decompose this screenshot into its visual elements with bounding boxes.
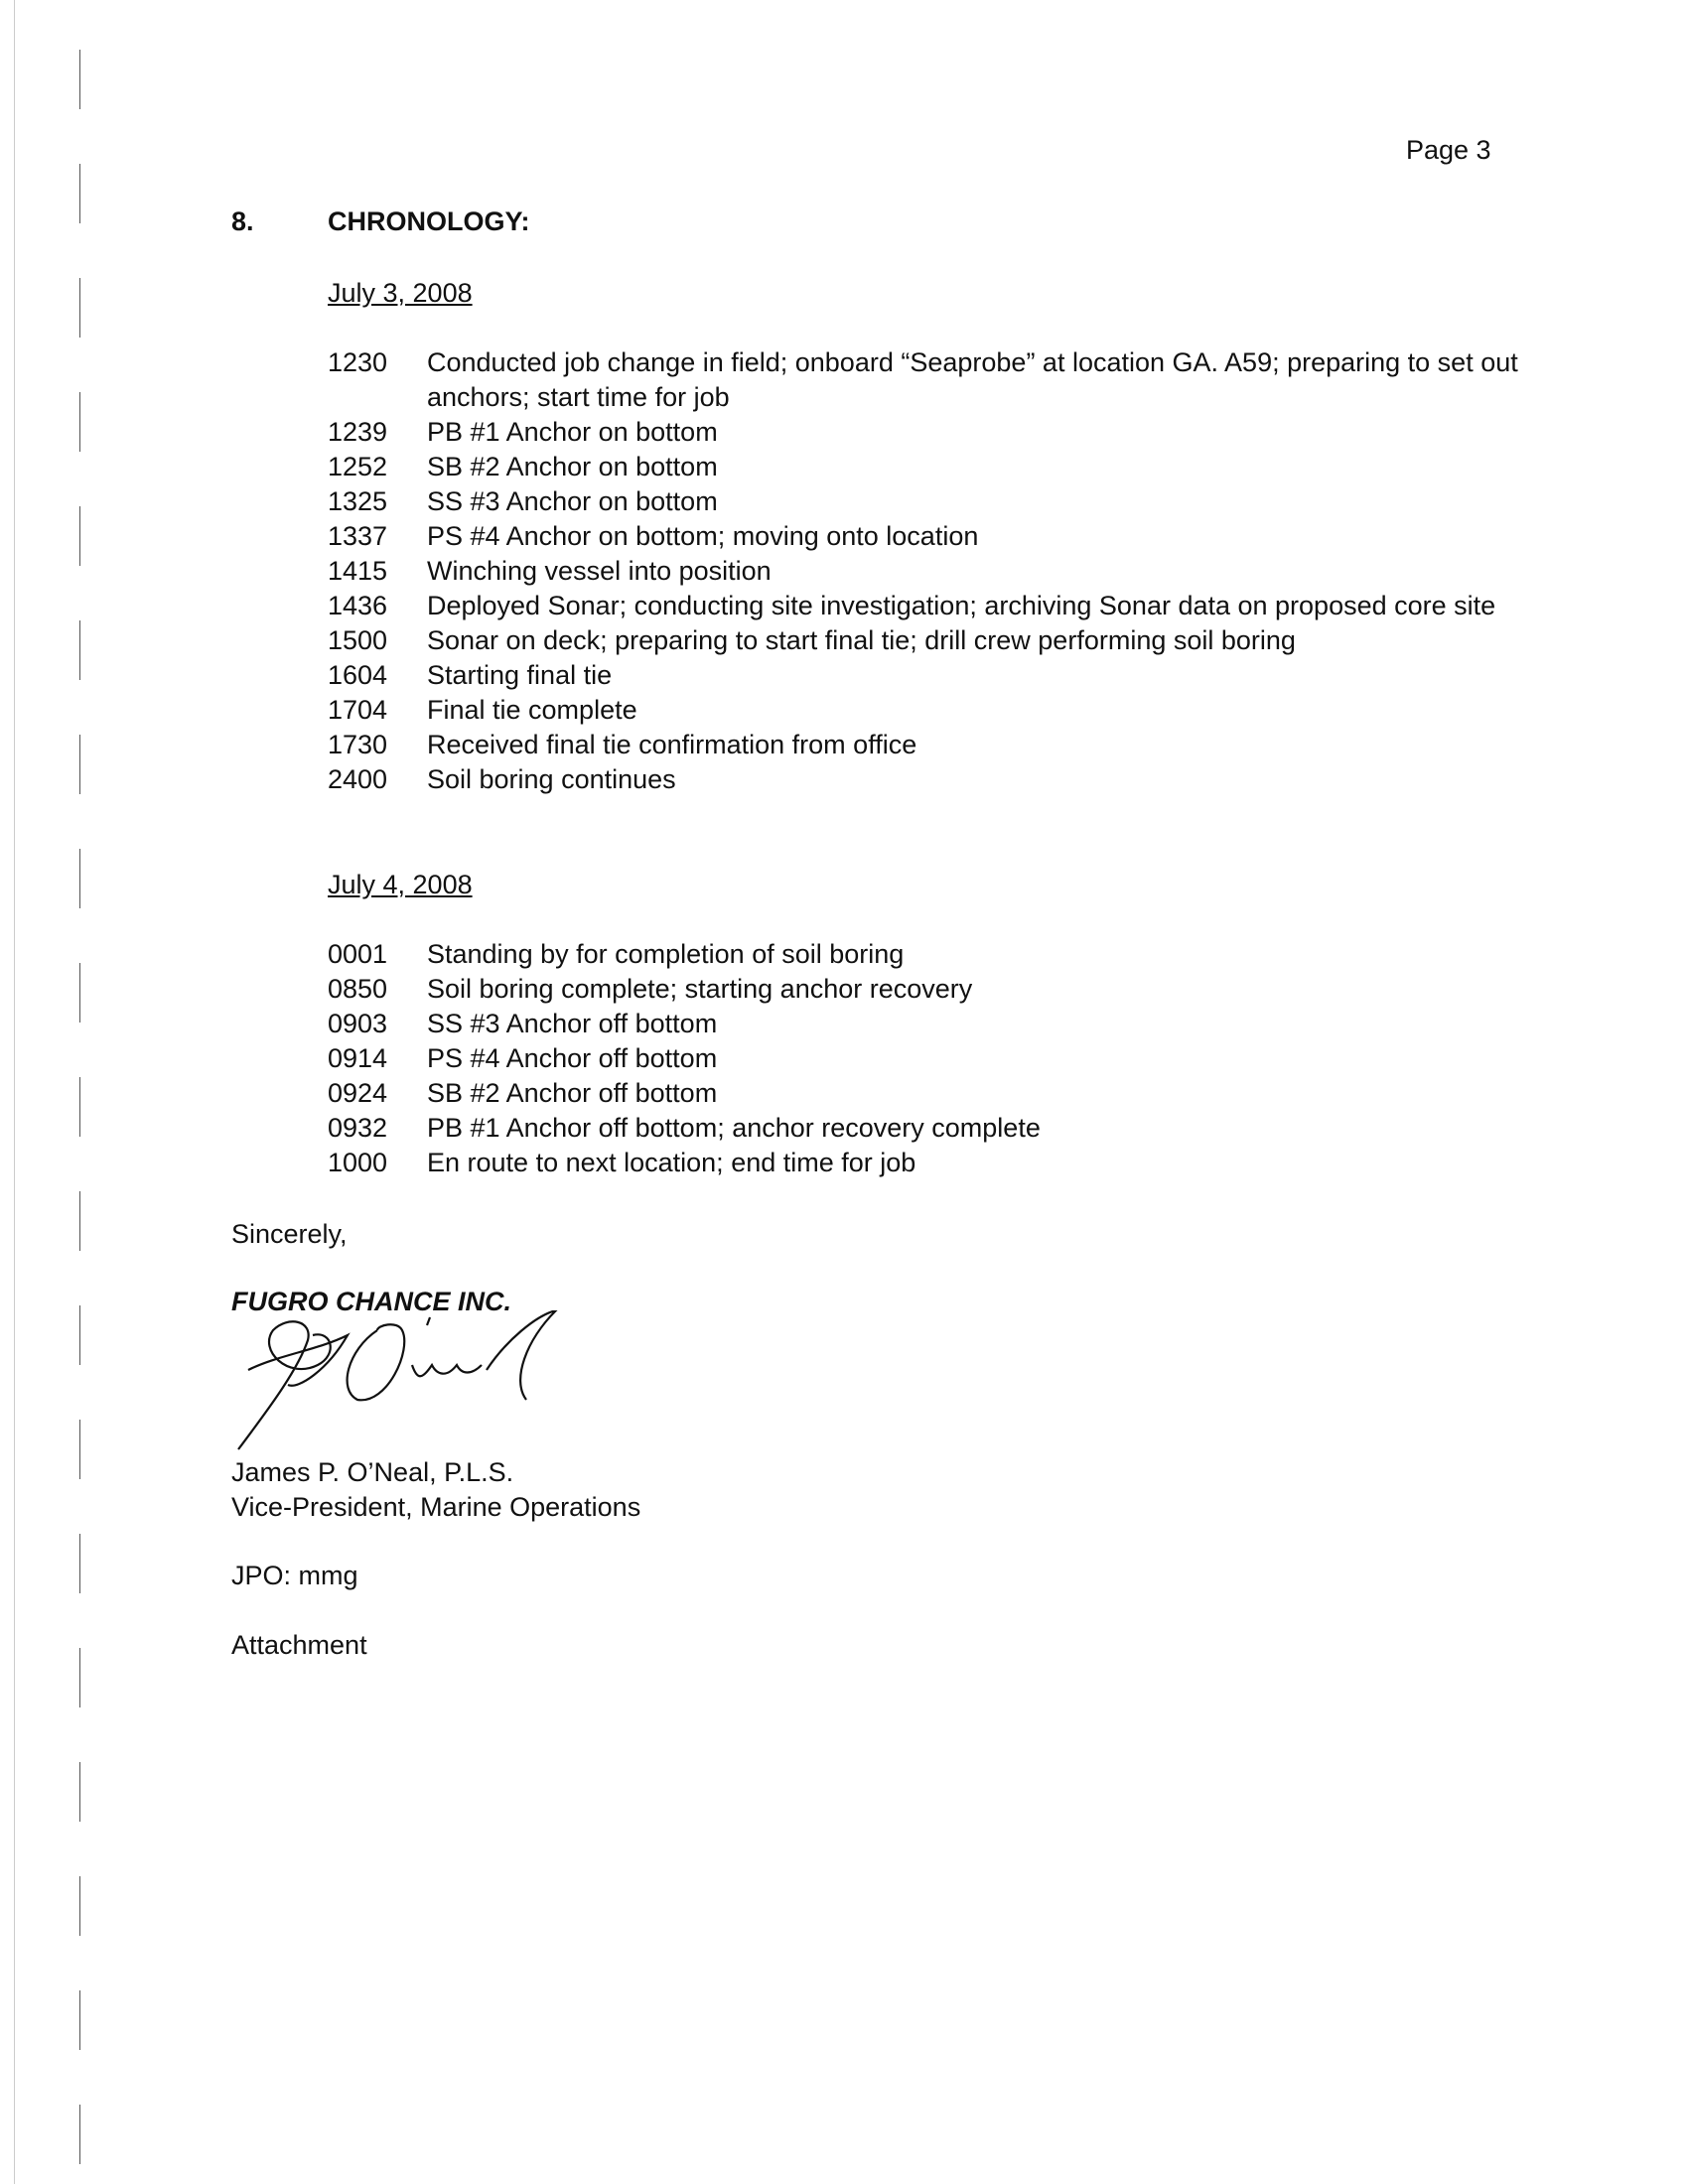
margin-mark [79, 735, 80, 794]
entry-text: PS #4 Anchor on bottom; moving onto location [427, 521, 979, 551]
entry-time: 0932 [328, 1113, 388, 1143]
chronology-entry [328, 1146, 1599, 1180]
entry-text: Soil boring continues [427, 764, 676, 794]
chronology-entry [328, 484, 1599, 519]
margin-mark [79, 392, 80, 452]
entry-text: PB #1 Anchor off bottom; anchor recovery complete [427, 1113, 1041, 1143]
entry-text: PS #4 Anchor off bottom [427, 1043, 718, 1073]
page-number: Page 3 [1406, 135, 1491, 165]
margin-mark [79, 1420, 80, 1479]
entry-time: 1704 [328, 695, 388, 725]
chronology-entry [328, 693, 1599, 728]
entry-time: 1500 [328, 625, 388, 655]
margin-mark [79, 164, 80, 223]
entry-time: 1337 [328, 521, 388, 551]
entry-text: Sonar on deck; preparing to start final tie; drill crew performing soil boring [427, 625, 1296, 655]
section-title: CHRONOLOGY: [328, 206, 530, 236]
entry-time: 1604 [328, 660, 388, 690]
entry-text: SB #2 Anchor off bottom [427, 1078, 718, 1108]
entry-text: Deployed Sonar; conducting site investigation; archiving Sonar data on proposed core site [427, 591, 1496, 620]
chronology-entry [328, 345, 1599, 415]
chronology-entry [328, 1076, 1599, 1111]
margin-mark [79, 849, 80, 908]
date-heading: July 4, 2008 [328, 870, 473, 899]
margin-mark [79, 1876, 80, 1936]
entry-text: Soil boring complete; starting anchor recovery [427, 974, 973, 1004]
closing: Sincerely, [231, 1219, 348, 1249]
margin-mark [79, 506, 80, 566]
chronology-entry [328, 762, 1599, 797]
signer-name: James P. O’Neal, P.L.S. [231, 1457, 514, 1487]
chronology-list [328, 937, 1599, 1180]
entry-text: Starting final tie [427, 660, 613, 690]
margin-mark [79, 2105, 80, 2164]
margin-mark [79, 1648, 80, 1707]
entry-time: 0924 [328, 1078, 388, 1108]
signature-image [228, 1310, 586, 1459]
margin-mark [79, 50, 80, 109]
entry-text: Final tie complete [427, 695, 637, 725]
chronology-entry [328, 1111, 1599, 1146]
initials: JPO: mmg [231, 1561, 358, 1590]
chronology-entry [328, 658, 1599, 693]
entry-text: SB #2 Anchor on bottom [427, 452, 718, 481]
chronology-entry [328, 450, 1599, 484]
margin-mark [79, 1077, 80, 1137]
entry-time: 1436 [328, 591, 388, 620]
entry-text: PB #1 Anchor on bottom [427, 417, 718, 447]
chronology-entry [328, 728, 1599, 762]
entry-text: Standing by for completion of soil boring [427, 939, 905, 969]
entry-time: 1325 [328, 486, 388, 516]
attachment-note: Attachment [231, 1630, 367, 1660]
signer-title: Vice-President, Marine Operations [231, 1492, 641, 1522]
chronology-entry [328, 589, 1599, 623]
entry-time: 0914 [328, 1043, 388, 1073]
chronology-entry [328, 937, 1599, 972]
entry-time: 1239 [328, 417, 388, 447]
entry-time: 0001 [328, 939, 388, 969]
scan-edge [14, 0, 15, 2184]
entry-time: 1000 [328, 1148, 388, 1177]
chronology-list [328, 345, 1599, 797]
entry-time: 1730 [328, 730, 388, 759]
chronology-entry [328, 972, 1599, 1007]
chronology-entry [328, 1041, 1599, 1076]
entry-text: En route to next location; end time for job [427, 1148, 916, 1177]
entry-time: 0850 [328, 974, 388, 1004]
entry-text: SS #3 Anchor off bottom [427, 1009, 718, 1038]
chronology-entry [328, 415, 1599, 450]
entry-time: 2400 [328, 764, 388, 794]
chronology-entry [328, 519, 1599, 554]
entry-text: Received final tie confirmation from office [427, 730, 917, 759]
entry-time: 0903 [328, 1009, 388, 1038]
margin-mark [79, 963, 80, 1023]
margin-mark [79, 1534, 80, 1593]
date-heading: July 3, 2008 [328, 278, 473, 308]
entry-text: Conducted job change in field; onboard “Seaprobe” at location GA. A59; preparing to set out anchors; start time for job [427, 347, 1518, 412]
chronology-entry [328, 554, 1599, 589]
margin-mark [79, 1762, 80, 1822]
chronology-entry [328, 623, 1599, 658]
margin-mark [79, 1191, 80, 1251]
entry-text: SS #3 Anchor on bottom [427, 486, 718, 516]
entry-time: 1252 [328, 452, 388, 481]
entry-text: Winching vessel into position [427, 556, 772, 586]
chronology-entry [328, 1007, 1599, 1041]
entry-time: 1415 [328, 556, 388, 586]
margin-mark [79, 1990, 80, 2050]
entry-time: 1230 [328, 347, 388, 377]
margin-mark [79, 278, 80, 338]
margin-mark [79, 1305, 80, 1365]
company-name: FUGRO CHANCE INC. [231, 1287, 511, 1316]
margin-mark [79, 620, 80, 680]
section-number: 8. [231, 206, 254, 236]
